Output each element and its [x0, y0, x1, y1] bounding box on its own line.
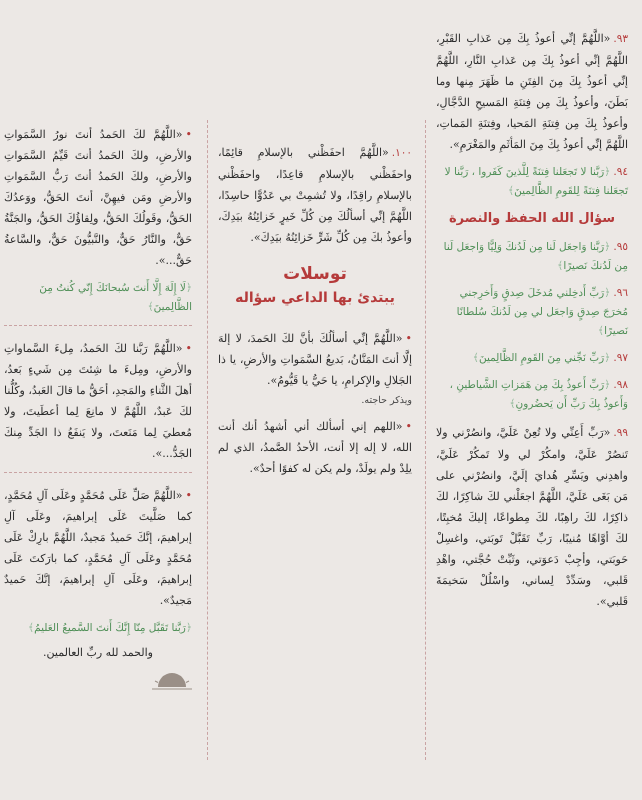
tawassul-1: •«اللَّهُمَّ إنِّي أسألُكَ بأنَّ لكَ الحَمدَ، لا إلهَ إلَّا أنتَ المَنَّانُ، بَديعُ السَّمَواتِ والأرضِ، يا ذا الجَلالِ والإكرامِ، يا حَيُّ يا قَيُّومُ».: [218, 332, 412, 387]
column-divider: [207, 120, 208, 760]
quran-verse-1: ﴿لَا إِلَهَ إِلَّا أَنتَ سُبحانَكَ إِنّي كُنتُ مِنَ الظَّالِمينَ﴾: [39, 282, 192, 313]
tawassul-2: •«اللهم إني أسألك أني أشهدُ أنك أنت الله، لا إله إلا أنت، الأحدُ الصَّمدُ، الذي لم يلِدْ ولم يولَدْ، ولم يكن له كفوًا أحدٌ».: [218, 420, 412, 475]
separator: [4, 325, 192, 326]
dua-96: ٩٦.﴿رَبِّ أَدخِلني مُدخَلَ صِدقٍ وَأَخرِجني مُخرَجَ صِدقٍ وَاجعَل لي مِن لَدُنكَ سُلطانًا نَصيرًا﴾: [456, 287, 628, 337]
right-column: [430, 0, 642, 800]
bullet-icon: •: [185, 342, 192, 355]
sunrise-ornament-icon: [152, 673, 192, 691]
heading-line-1: توسلات: [283, 264, 347, 284]
dua-99: ٩٩.«رَبِّ أَعِنِّي ولا تُعِنْ عَلَيَّ، وانصُرْني ولا تَنصُرْ عَلَيَّ، وامكُرْ لي ولا تَمكُرْ عَلَيَّ، واهدِني ويَسِّرِ هُدايَ إلَيَّ، وانصُرْني على مَن بَغَى عَلَيَّ، اللَّهُمَّ اجعَلْني لكَ شاكِرًا، لكَ ذاكِرًا، لكَ راهِبًا، لكَ مِطواعًا، إليكَ مُخبِتًا، لكَ أوَّاهًا مُنيبًا، رَبِّ تَقَبَّلْ تَوبَتي، واغسِلْ حَوبَتي، وأجِبْ دَعوَتي، وثَبِّتْ حُجَّتي، واهْدِ قَلبي، وسَدِّدْ لِساني، واسْلُلْ سَخيمَةَ قَلبي».: [436, 426, 628, 608]
left-column: [0, 0, 202, 800]
bullet-icon: •: [185, 128, 192, 141]
closing-line: والحمد لله ربِّ العالمين.: [43, 646, 153, 659]
dua-93: ٩٣.«اللَّهُمَّ إنِّي أعوذُ بِكَ مِن عَذابِ القَبْرِ، اللَّهُمَّ إنِّي أعوذُ بِكَ مِن عَذابِ النَّارِ، اللَّهُمَّ إنِّي أعوذُ بِكَ مِنَ الفِتَنِ ما ظَهَرَ مِنها وما بَطَنَ، وأعوذُ بِكَ مِن فِتنَةِ المَسيحِ الدَّجَّالِ، وأعوذُ بِكَ مِن فِتنَةِ المَحيا، وفِتنَةِ المَماتِ، اللَّهُمَّ إنِّي أعوذُ بِكَ مِنَ المَأثَمِ والمَغْرَمِ».: [436, 32, 628, 151]
dua-95: ٩٥.﴿رَبَّنا وَاجعَل لَنا مِن لَدُنكَ وَلِيًّا وَاجعَل لَنا مِن لَدُنكَ نَصيرًا﴾: [443, 241, 628, 272]
dua-94: ٩٤.﴿رَبَّنا لا تَجعَلنا فِتنَةً لِلَّذينَ كَفَروا ، رَبَّنا لا تَجعَلنا فِتنَةً لِلقَومِ الظَّالِمينَ﴾: [444, 166, 628, 197]
column-divider: [425, 120, 426, 760]
dua-100: ١٠٠.«اللَّهُمَّ احفَظْني بالإسلامِ قائِمًا، واحفَظْني بالإسلامِ قاعِدًا، واحفَظْني بالإسلامِ راقِدًا، ولا تُشمِتْ بي عَدُوًّا حاسِدًا، اللَّهُمَّ إنِّي أسألُكَ مِن كُلِّ خَيرٍ خَزائِنُهُ بيَدِكَ، وأعوذُ بكَ مِن كُلِّ شَرٍّ خَزائِنُهُ بيَدِكَ».: [218, 146, 412, 244]
dua-98: ٩٨.﴿رَبِّ أَعوذُ بِكَ مِن هَمَزاتِ الشَّياطينِ ، وَأَعوذُ بِكَ رَبِّ أَن يَحضُرونِ﴾: [449, 379, 628, 410]
heading-line-2: يبتدئ بها الداعي سؤاله: [235, 290, 395, 306]
middle-column: [212, 0, 420, 800]
dua-salawat: •«اللَّهُمَّ صَلِّ عَلَى مُحَمَّدٍ وعَلَى آلِ مُحَمَّدٍ، كما صَلَّيتَ عَلَى إبراهيمَ، وعَلَى آلِ إبراهيمَ، إنَّكَ حَميدٌ مَجيدٌ، اللَّهُمَّ بارِكْ عَلَى مُحَمَّدٍ وعَلَى آلِ مُحَمَّدٍ، كما بارَكتَ عَلَى إبراهيمَ، وعَلَى آلِ إبراهيمَ، إنَّكَ حَميدٌ مَجيدٌ».: [4, 489, 192, 607]
bullet-icon: •: [405, 332, 412, 345]
quran-verse-2: ﴿رَبَّنا تَقَبَّل مِنّا إِنَّكَ أَنتَ السَّميعُ العَليمُ﴾: [27, 622, 192, 634]
section-heading: [218, 262, 412, 310]
separator: [4, 472, 192, 473]
section-title: سؤال الله الحفظ والنصرة: [448, 211, 616, 226]
bullet-icon: •: [185, 489, 192, 502]
note: ويذكر حاجته.: [361, 395, 412, 406]
bullet-icon: •: [405, 420, 412, 433]
dua-praise-2: •«اللَّهُمَّ رَبَّنا لكَ الحَمدُ، مِلءَ السَّماواتِ والأرضِ، ومِلءَ ما شِئتَ مِن شَيءٍ بَعدُ، أهلَ الثَّناءِ والمَجدِ، أحَقُّ ما قالَ العَبدُ، وكُلُّنا لكَ عَبدٌ، اللَّهُمَّ لا مانِعَ لِما أعطَيتَ، ولا مُعطيَ لِما مَنَعتَ، ولا يَنفَعُ ذا الجَدِّ مِنكَ الجَدُّ...».: [4, 342, 192, 460]
dua-97: ٩٧.﴿رَبِّ نَجِّني مِنَ القَومِ الظَّالِمينَ﴾: [472, 352, 628, 364]
dua-praise-1: •«اللَّهُمَّ لكَ الحَمدُ أنتَ نورُ السَّمَواتِ والأرضِ، ولكَ الحَمدُ أنتَ قَيِّمُ السَّمَواتِ والأرضِ، ولكَ الحَمدُ أنتَ رَبُّ السَّمَواتِ والأرضِ ومَن فيهِنَّ، أنتَ الحَقُّ، ووَعدُكَ الحَقُّ، وقَولُكَ الحَقُّ، ولِقاؤُكَ الحَقُّ، والجَنَّةُ حَقٌّ، والنَّارُ حَقٌّ، والنَّبيُّونَ حَقٌّ، والسَّاعةُ حَقٌّ...».: [4, 128, 192, 267]
